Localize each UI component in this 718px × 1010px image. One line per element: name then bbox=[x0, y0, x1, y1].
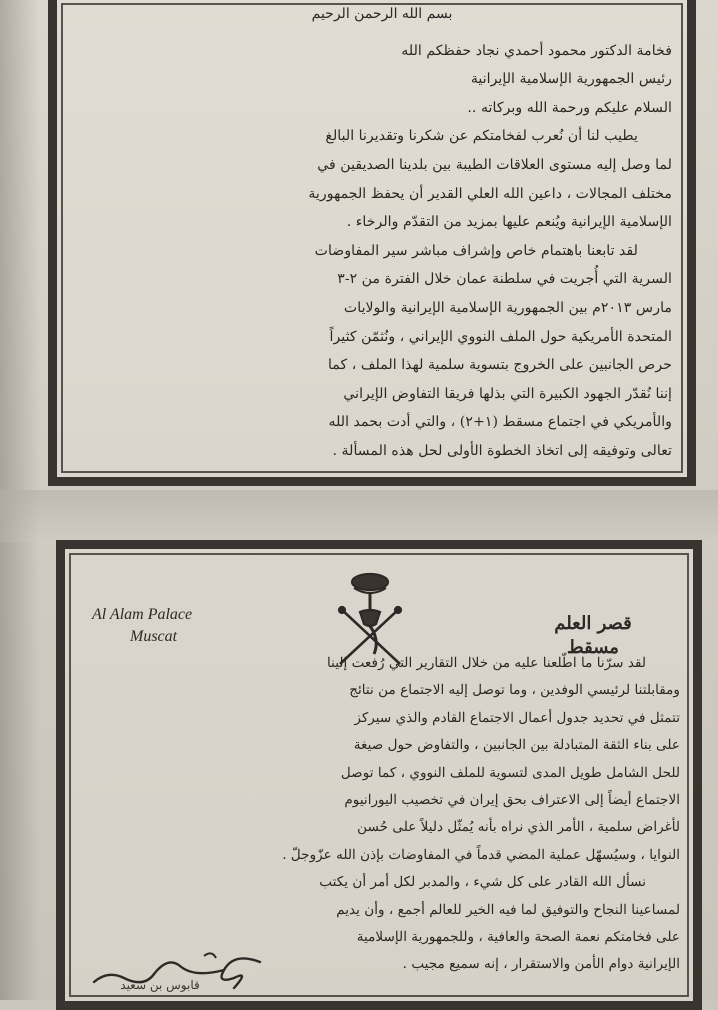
letter-line: على بناء الثقة المتبادلة بين الجانبين ، والتفاوض حول صيغة bbox=[353, 737, 680, 754]
signatory-name: قابوس بن سعيد bbox=[120, 978, 200, 992]
handwritten-signature bbox=[84, 948, 274, 1000]
letter-line: السلام عليكم ورحمة الله وبركاته .. bbox=[467, 99, 672, 116]
letterhead-palace-name-ar: قصر العلم bbox=[554, 613, 632, 634]
letter-line: يطيب لنا أن نُعرب لفخامتكم عن شكرنا وتقديرنا البالغ bbox=[325, 128, 638, 145]
page-gap bbox=[0, 490, 718, 542]
letter-line: رئيس الجمهورية الإسلامية الإيرانية bbox=[470, 71, 672, 88]
letter-line: حرص الجانبين على الخروج بتسوية سلمية لهذا الملف ، كما bbox=[327, 357, 672, 374]
letter-line: السرية التي أُجريت في سلطنة عمان خلال الفترة من ٢-٣ bbox=[337, 271, 672, 288]
letter-line: فخامة الدكتور محمود أحمدي نجاد حفظكم الله bbox=[401, 42, 672, 59]
letterhead-city: Muscat bbox=[130, 628, 178, 645]
letterhead-english bbox=[92, 604, 262, 648]
letter-line: الإيرانية دوام الأمن والاستقرار ، إنه سميع مجيب . bbox=[402, 956, 680, 973]
letter-line: لما وصل إليه مستوى العلاقات الطيبة بين بلدينا الصديقين في bbox=[317, 156, 672, 173]
letter-line: للحل الشامل طويل المدى لتسوية للملف النووي ، كما توصل bbox=[340, 764, 680, 781]
bottom-letter-body bbox=[90, 650, 680, 979]
letter-line: لمساعينا النجاح والتوفيق لما فيه الخير للعالم أجمع ، وأن يديم bbox=[336, 901, 680, 918]
letter-line: ومقابلتنا لرئيسي الوفدين ، وما توصل إليه الاجتماع من نتائج bbox=[349, 682, 680, 699]
letter-line: والأمريكي في اجتماع مسقط (١+٢) ، والتي أدت بحمد الله bbox=[328, 414, 672, 431]
letter-line: تتمثل في تحديد جدول أعمال الاجتماع القادم والذي سيركز bbox=[354, 709, 680, 726]
letter-line: لقد تابعنا باهتمام خاص وإشراف مباشر سير المفاوضات bbox=[314, 242, 638, 259]
letter-line: نسأل الله القادر على كل شيء ، والمدبر لكل أمر أن يكتب bbox=[319, 874, 646, 891]
letter-line: إننا نُقدّر الجهود الكبيرة التي بذلها فريقا التفاوض الإيراني bbox=[343, 385, 672, 402]
letter-line: الإسلامية الإيرانية ويُنعم عليها بمزيد من التقدّم والرخاء . bbox=[346, 214, 672, 231]
letter-line: مارس ٢٠١٣م بين الجمهورية الإسلامية الإيرانية والولايات bbox=[343, 299, 672, 316]
basmala: بسم الله الرحمن الرحيم bbox=[311, 6, 453, 22]
letter-line: الاجتماع أيضاً إلى الاعتراف بحق إيران في تخصيب اليورانيوم bbox=[344, 792, 680, 809]
letter-line: المتحدة الأمريكية حول الملف النووي الإيراني ، ونُثمّن كثيراً bbox=[329, 328, 672, 345]
letter-line: لأغراض سلمية ، الأمر الذي نراه بأنه يُمثّل دليلاً على حُسن bbox=[357, 819, 680, 836]
letter-line: لقد سرّنا ما اطّلعنا عليه من خلال التقارير التي رُفعت إلينا bbox=[327, 655, 646, 671]
letterhead-city-ar: مسقط bbox=[567, 637, 619, 658]
top-letter-body bbox=[92, 0, 672, 466]
letter-line: تعالى وتوفيقه إلى اتخاذ الخطوة الأولى لحل هذه المسألة . bbox=[332, 442, 672, 459]
letter-line: على فخامتكم نعمة الصحة والعافية ، وللجمهورية الإسلامية bbox=[356, 929, 680, 946]
letter-line: النوايا ، وسيُسهّل عملية المضي قدماً في المفاوضات بإذن الله عزّوجلّ . bbox=[282, 846, 680, 863]
letter-line: مختلف المجالات ، داعين الله العلي القدير أن يحفظ الجمهورية bbox=[308, 185, 672, 202]
letterhead-palace-name: Al Alam Palace bbox=[92, 606, 193, 623]
